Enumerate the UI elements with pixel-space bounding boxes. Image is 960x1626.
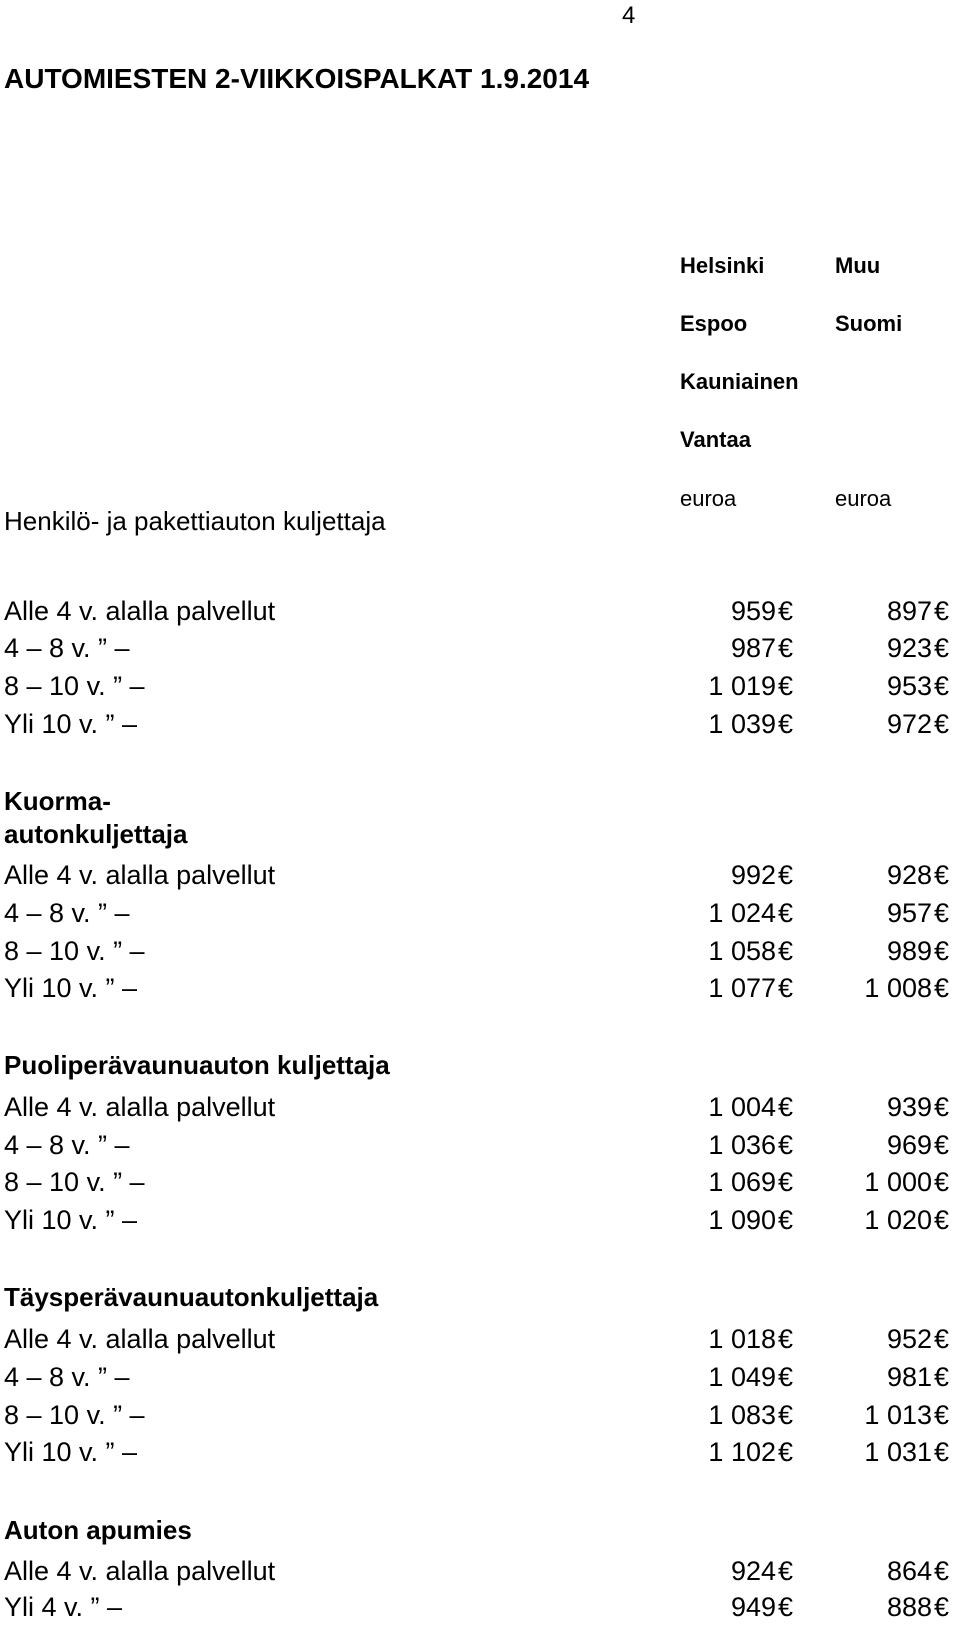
table-row: [0, 932, 960, 970]
row-label: Yli 10 v. ” –: [4, 1205, 138, 1235]
table-row: [0, 856, 960, 894]
value-capital-area: 1 058: [708, 936, 776, 966]
row-label: Alle 4 v. alalla palvellut: [4, 596, 276, 626]
euro-symbol: €: [778, 709, 794, 739]
value-capital-area: 1 004: [708, 1092, 776, 1122]
value-capital-area: 1 019: [708, 671, 776, 701]
section-title-driver-assistant: Auton apumies: [4, 1515, 192, 1545]
value-rest-of-finland: 1 000: [864, 1167, 932, 1197]
table-row: [0, 667, 960, 705]
euro-symbol: €: [778, 1324, 794, 1354]
euro-symbol: €: [778, 1205, 794, 1235]
euro-symbol: €: [778, 671, 794, 701]
euro-symbol: €: [934, 1437, 950, 1467]
value-rest-of-finland: 928: [886, 860, 932, 890]
value-capital-area: 949: [730, 1592, 776, 1622]
euro-symbol: €: [934, 633, 950, 663]
section-title-semitrailer-driver: Puoliperävaunuauton kuljettaja: [4, 1050, 390, 1080]
column-header-suomi: Suomi: [835, 311, 903, 336]
euro-symbol: €: [778, 1092, 794, 1122]
value-capital-area: 924: [730, 1556, 776, 1586]
column-header-muu: Muu: [835, 253, 881, 278]
section-title-van-driver: Henkilö- ja pakettiauton kuljettaja: [4, 506, 386, 536]
euro-symbol: €: [934, 936, 950, 966]
table-row: [0, 705, 960, 743]
value-capital-area: 1 102: [708, 1437, 776, 1467]
euro-symbol: €: [778, 1130, 794, 1160]
value-capital-area: 987: [730, 633, 776, 663]
section-title-truck-driver-line1: Kuorma-: [4, 786, 111, 816]
value-capital-area: 1 039: [708, 709, 776, 739]
value-capital-area: 959: [730, 596, 776, 626]
euro-symbol: €: [778, 633, 794, 663]
table-row: [0, 1126, 960, 1164]
euro-symbol: €: [934, 1205, 950, 1235]
euro-symbol: €: [778, 1362, 794, 1392]
euro-symbol: €: [778, 1556, 794, 1586]
value-capital-area: 1 069: [708, 1167, 776, 1197]
section-title-full-trailer-driver: Täysperävaunuautonkuljettaja: [4, 1282, 379, 1312]
row-label: 8 – 10 v. ” –: [4, 936, 145, 966]
euro-symbol: €: [934, 860, 950, 890]
value-capital-area: 1 036: [708, 1130, 776, 1160]
value-rest-of-finland: 953: [886, 671, 932, 701]
row-label: Alle 4 v. alalla palvellut: [4, 860, 276, 890]
table-row: [0, 1088, 960, 1126]
euro-symbol: €: [778, 973, 794, 1003]
euro-symbol: €: [934, 1092, 950, 1122]
row-label: Yli 10 v. ” –: [4, 973, 138, 1003]
row-label: 4 – 8 v. ” –: [4, 1362, 130, 1392]
euro-symbol: €: [778, 1400, 794, 1430]
table-row: [0, 969, 960, 1007]
euro-symbol: €: [778, 898, 794, 928]
row-label: Yli 10 v. ” –: [4, 709, 138, 739]
row-label: 4 – 8 v. ” –: [4, 633, 130, 663]
value-rest-of-finland: 1 013: [864, 1400, 932, 1430]
value-capital-area: 1 018: [708, 1324, 776, 1354]
table-row: [0, 629, 960, 667]
table-row: [0, 1396, 960, 1434]
table-row: [0, 1552, 960, 1590]
euro-symbol: €: [934, 1167, 950, 1197]
unit-label-col2: euroa: [835, 486, 892, 511]
row-label: Alle 4 v. alalla palvellut: [4, 1556, 276, 1586]
euro-symbol: €: [778, 596, 794, 626]
table-row: [0, 1201, 960, 1239]
euro-symbol: €: [778, 1437, 794, 1467]
euro-symbol: €: [934, 973, 950, 1003]
value-rest-of-finland: 972: [886, 709, 932, 739]
euro-symbol: €: [934, 1592, 950, 1622]
row-label: 8 – 10 v. ” –: [4, 671, 145, 701]
euro-symbol: €: [934, 898, 950, 928]
row-label: 8 – 10 v. ” –: [4, 1167, 145, 1197]
value-capital-area: 1 083: [708, 1400, 776, 1430]
table-row: [0, 1320, 960, 1358]
value-capital-area: 992: [730, 860, 776, 890]
value-rest-of-finland: 888: [886, 1592, 932, 1622]
euro-symbol: €: [934, 709, 950, 739]
value-rest-of-finland: 989: [886, 936, 932, 966]
value-capital-area: 1 077: [708, 973, 776, 1003]
value-rest-of-finland: 923: [886, 633, 932, 663]
row-label: 4 – 8 v. ” –: [4, 1130, 130, 1160]
value-rest-of-finland: 864: [886, 1556, 932, 1586]
page-number: 4: [622, 2, 636, 29]
value-rest-of-finland: 1 008: [864, 973, 932, 1003]
euro-symbol: €: [778, 936, 794, 966]
row-label: Yli 4 v. ” –: [4, 1592, 123, 1622]
row-label: 8 – 10 v. ” –: [4, 1400, 145, 1430]
euro-symbol: €: [934, 1130, 950, 1160]
euro-symbol: €: [934, 596, 950, 626]
row-label: Alle 4 v. alalla palvellut: [4, 1324, 276, 1354]
column-header-kauniainen: Kauniainen: [680, 369, 799, 394]
value-rest-of-finland: 981: [886, 1362, 932, 1392]
euro-symbol: €: [934, 1556, 950, 1586]
euro-symbol: €: [934, 1324, 950, 1354]
euro-symbol: €: [778, 860, 794, 890]
value-rest-of-finland: 957: [886, 898, 932, 928]
value-rest-of-finland: 969: [886, 1130, 932, 1160]
column-header-helsinki: Helsinki: [680, 253, 765, 278]
value-rest-of-finland: 952: [886, 1324, 932, 1354]
row-label: 4 – 8 v. ” –: [4, 898, 130, 928]
table-row: [0, 1358, 960, 1396]
unit-label-col1: euroa: [680, 486, 737, 511]
euro-symbol: €: [934, 671, 950, 701]
euro-symbol: €: [778, 1167, 794, 1197]
column-header-espoo: Espoo: [680, 311, 748, 336]
value-rest-of-finland: 1 020: [864, 1205, 932, 1235]
value-rest-of-finland: 1 031: [864, 1437, 932, 1467]
value-capital-area: 1 024: [708, 898, 776, 928]
value-rest-of-finland: 939: [886, 1092, 932, 1122]
document-title: AUTOMIESTEN 2-VIIKKOISPALKAT 1.9.2014: [4, 63, 590, 94]
value-rest-of-finland: 897: [886, 596, 932, 626]
table-row: [0, 894, 960, 932]
table-row: [0, 592, 960, 630]
row-label: Yli 10 v. ” –: [4, 1437, 138, 1467]
euro-symbol: €: [778, 1592, 794, 1622]
table-row: [0, 1163, 960, 1201]
section-title-truck-driver-line2: autonkuljettaja: [4, 819, 188, 849]
table-row: [0, 1433, 960, 1471]
value-capital-area: 1 090: [708, 1205, 776, 1235]
euro-symbol: €: [934, 1400, 950, 1430]
euro-symbol: €: [934, 1362, 950, 1392]
row-label: Alle 4 v. alalla palvellut: [4, 1092, 276, 1122]
column-header-vantaa: Vantaa: [680, 427, 751, 452]
table-row: [0, 1588, 960, 1626]
value-capital-area: 1 049: [708, 1362, 776, 1392]
